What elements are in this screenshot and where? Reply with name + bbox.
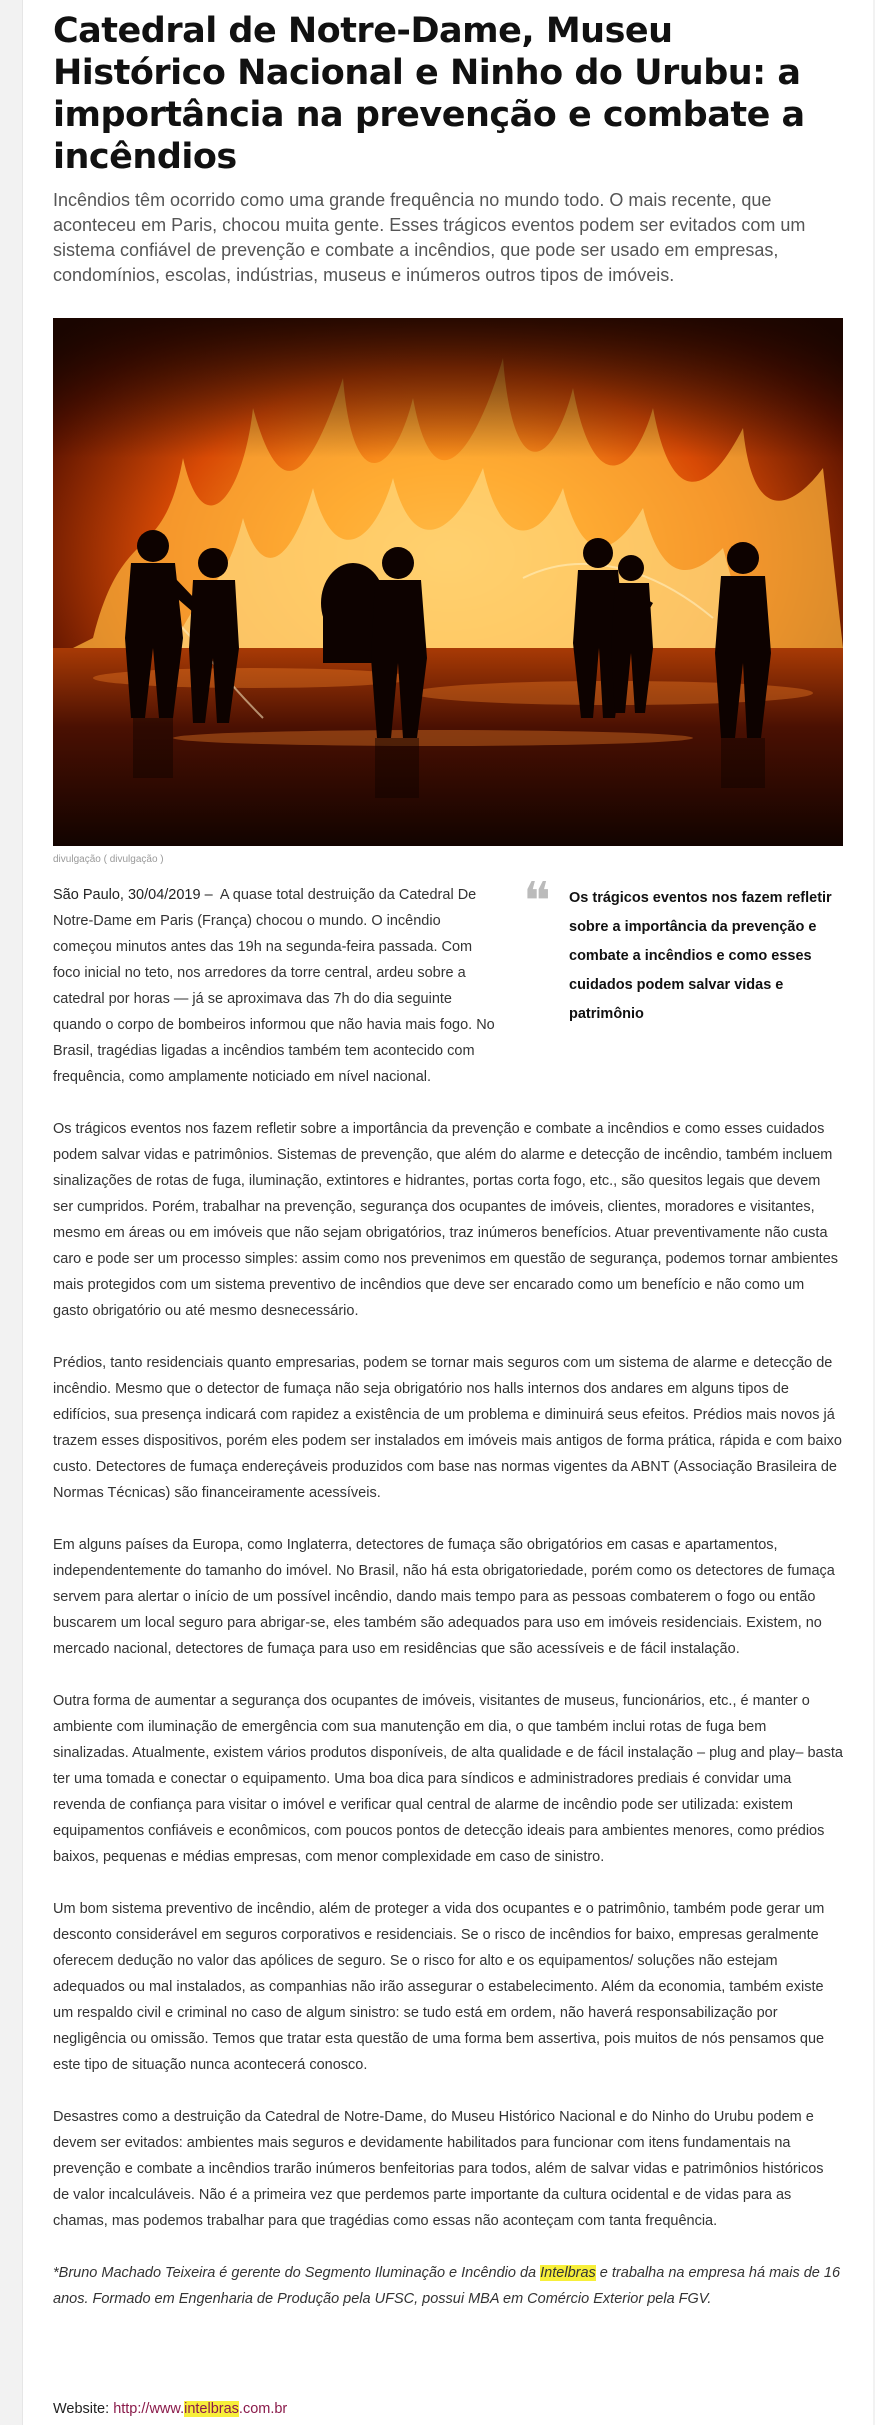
- website-line: [53, 2401, 287, 2417]
- article-body: [53, 872, 843, 2312]
- paragraph: Um bom sistema preventivo de incêndio, além de proteger a vida dos ocupantes e o patrimônio, também pode gerar um desconto considerável em seguros corporativos e residenciais. Se o risco de incêndios for baixo, empresas geralmente oferecem dedução no valor das apólices de seguro. Se o risco for alto e os equipamentos/ soluções não estejam adequados ou mal instalados, as companhias não irão assegurar o estabelecimento. Além da economia, também existe um respaldo civil e criminal no caso de algum sinistro: se tudo está em ordem, não haverá responsabilização por negligência ou omissão. Temos que tratar esta questão de uma forma bem assertiva, pois muitos de nós pensamos que este tipo de situação nunca acontecerá conosco.: [53, 1901, 825, 2073]
- footnote-text: *Bruno Machado Teixeira é gerente do Segmento Iluminação e Incêndio da: [53, 2265, 541, 2281]
- link-highlight: intelbras: [184, 2401, 239, 2417]
- link-suffix: .com.br: [238, 2401, 288, 2417]
- paragraph: Prédios, tanto residenciais quanto empresarias, podem se tornar mais seguros com um sistema de alarme e detecção de incêndio. Mesmo que o detector de fumaça não seja obrigatório nos halls internos dos andares em alguns tipos de edifícios, sua presença indicará com rapidez a existência de um problema e diminuirá seus efeitos. Prédios mais novos já trazem esses dispositivos, porém eles podem ser instalados em imóveis mais antigos de forma prática, rápida e com baixo custo. Detectores de fumaça endereçáveis produzidos com base nas normas vigentes da ABNT (Associação Brasileira de Normas Técnicas) são financeiramente acessíveis.: [53, 1355, 842, 1501]
- highlighted-term: Intelbras: [540, 2265, 596, 2281]
- article-subtitle: Incêndios têm ocorrido como uma grande frequência no mundo todo. O mais recente, que aconteceu em Paris, chocou muita gente. Esses trágicos eventos podem ser evitados com um sistema confiável de prevenção e combate a incêndios, que pode ser usado em empresas, condomínios, escolas, indústrias, museus e inúmeros outros tipos de imóveis.: [53, 190, 806, 285]
- article: [53, 0, 843, 2338]
- hero-image-firefighters: [53, 318, 843, 846]
- pullquote: [523, 872, 843, 1029]
- article-title: Catedral de Notre-Dame, Museu Histórico Nacional e Ninho do Urubu: a importância na prevenção e combate a incêndios: [53, 11, 805, 177]
- paragraph: Outra forma de aumentar a segurança dos ocupantes de imóveis, visitantes de museus, funcionários, etc., é manter o ambiente com iluminação de emergência com sua manutenção em dia, o que também inclui rotas de fuga bem sinalizadas. Atualmente, existem vários produtos disponíveis, de alta qualidade e de fácil instalação – plug and play– basta ter uma tomada e conectar o equipamento. Uma boa dica para síndicos e administradores prediais é convidar uma revenda de confiança para visitar o imóvel e verificar qual central de alarme de incêndio pode ser utilizada: existem equipamentos confiáveis e econômicos, com poucos pontos de detecção ideais para ambientes menores, como prédios baixos, pequenas e médias empresas, com menor complexidade em caso de sinistro.: [53, 1693, 843, 1865]
- paragraph: Os trágicos eventos nos fazem refletir sobre a importância da prevenção e combate a incêndios e como esses cuidados podem salvar vidas e patrimônios. Sistemas de prevenção, que além do alarme e detecção de incêndio, também incluem sinalizações de rotas de fuga, iluminação, extintores e hidrantes, portas corta fogo, etc., são quesitos legais que devem ser cumpridos. Porém, trabalhar na prevenção, segurança dos ocupantes de imóveis, clientes, moradores e visitantes, mesmo em áreas ou em imóveis que não sejam obrigatórios, traz inúmeros benefícios. Atuar preventivamente não custa caro e pode ser um processo simples: assim como nos prevenimos em questão de segurança, podemos tornar ambientes mais protegidos com um sistema preventivo de incêndios que deve ser encarado como um benefício e não como um gasto obrigatório ou até mesmo desnecessário.: [53, 1121, 839, 1319]
- author-footnote: [53, 2260, 843, 2312]
- paragraph: Desastres como a destruição da Catedral de Notre-Dame, do Museu Histórico Nacional e do Ninho do Urubu podem e devem ser evitados: ambientes mais seguros e devidamente habilitados para funcionar com itens fundamentais na prevenção e combate a incêndios trarão inúmeros benfeitorias para todos, além de salvar vidas e patrimônios históricos de valor incalculáveis. Não é a primeira vez que perdemos parte importante da cultura ocidental e de vidas para as chamas, mas podemos trabalhar para que tragédias como essas não aconteçam com tanta frequência.: [53, 2109, 824, 2229]
- website-label: Website:: [53, 2401, 114, 2417]
- quote-mark-icon: ❝: [523, 872, 551, 932]
- link-prefix: http://www.: [113, 2401, 185, 2417]
- pullquote-text: Os trágicos eventos nos fazem refletir sobre a importância da prevenção e combate a incêndios e como esses cuidados podem salvar vidas e patrimônio: [569, 890, 832, 1022]
- page: [22, 0, 873, 2425]
- dateline: São Paulo, 30/04/2019 –: [53, 887, 213, 903]
- image-caption: divulgação ( divulgação ): [53, 854, 164, 865]
- fire-scene-illustration: [53, 318, 843, 846]
- website-link[interactable]: [113, 2401, 287, 2417]
- lead-text: A quase total destruição da Catedral De Notre-Dame em Paris (França) chocou o mundo. O incêndio começou minutos antes das 19h na segunda-feira passada. Com foco inicial no teto, nos arredores da torre central, ardeu sobre a catedral por horas — já se aproximava das 7h do dia seguinte quando o corpo de bombeiros informou que não havia mais fogo. No Brasil, tragédias ligadas a incêndios também tem acontecido com frequência, como amplamente noticiado em nível nacional.: [53, 887, 495, 1085]
- footnote-text-end: e trabalha na empresa há mais de 16 anos. Formado em Engenharia de Produção pela UFSC, possui MBA em Comércio Exterior pela FGV.: [53, 2265, 841, 2307]
- paragraph: Em alguns países da Europa, como Inglaterra, detectores de fumaça são obrigatórios em casas e apartamentos, independentemente do tamanho do imóvel. No Brasil, não há esta obrigatoriedade, porém como os detectores de fumaça servem para alertar o início de um possível incêndio, dando mais tempo para as pessoas combaterem o fogo ou então buscarem um local seguro para abrigar-se, eles também são adequados para uso em imóveis residenciais. Existem, no mercado nacional, detectores de fumaça para uso em residências que são acessíveis e de fácil instalação.: [53, 1537, 835, 1657]
